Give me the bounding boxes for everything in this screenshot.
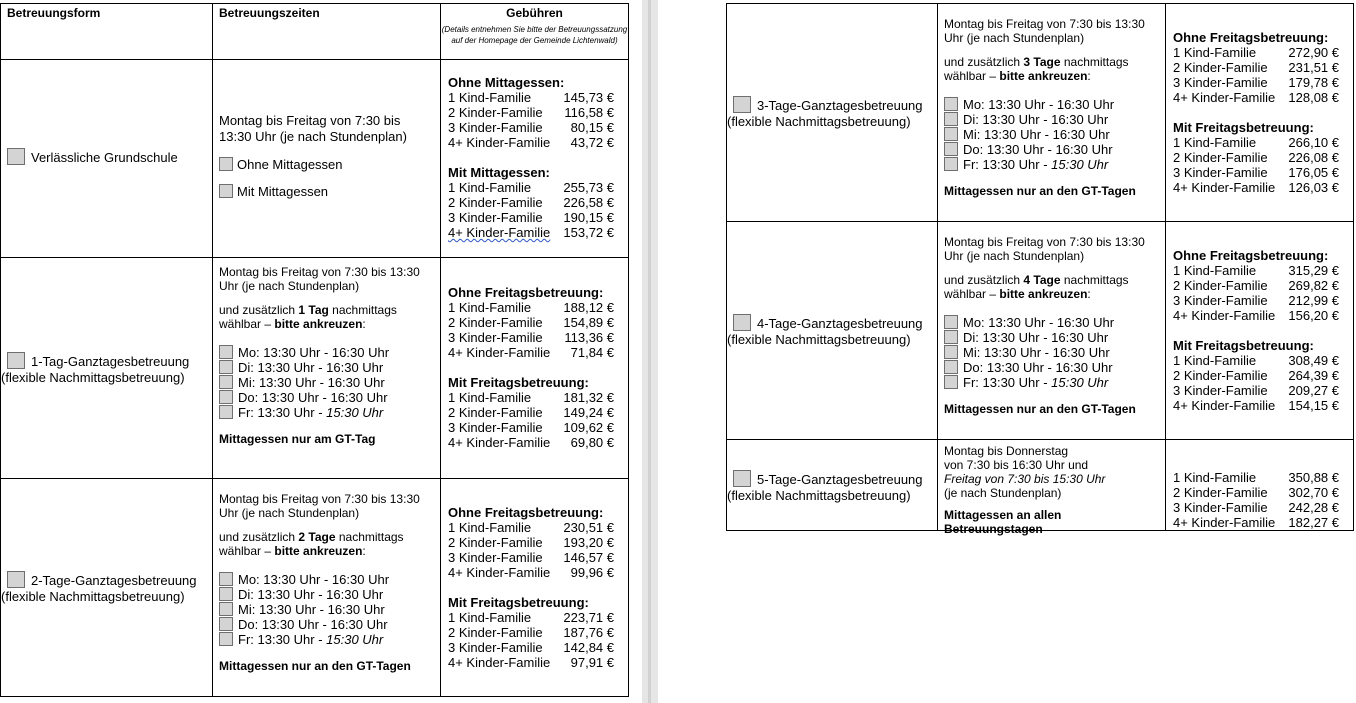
- day-option-mo[interactable]: Mo: 13:30 Uhr - 16:30 Uhr: [219, 345, 438, 360]
- fee-row: 3 Kinder-Familie 80,15 €: [448, 120, 614, 135]
- fees-1-tag: Ohne Freitagsbetreuung: 1 Kind-Familie 188,12 € 2 Kinder-Familie 154,89 € 3 Kinder-Familie 113,36 € 4+ Kinder-Familie 71,84 € Mit Freitagsbetreuung: 1 Kind-Familie 181,32 € 2 Kinder-Familie 149,24 € 3 Kinder-Familie 109,62 € 4+ Kinder-Familie 69,80 €: [448, 285, 614, 450]
- fee-row: 3 Kinder-Familie 179,78 €: [1173, 75, 1339, 90]
- fee-row: 1 Kind-Familie 223,71 €: [448, 610, 614, 625]
- day-option-di[interactable]: Di: 13:30 Uhr - 16:30 Uhr: [219, 360, 438, 375]
- option-3-tage-ganztagesbetreuung[interactable]: 3-Tage-Ganztagesbetreuung (flexible Nachmittagsbetreuung): [727, 98, 923, 129]
- day-option-mi[interactable]: Mi: 13:30 Uhr - 16:30 Uhr: [944, 345, 1163, 360]
- header-gebuehren-note: (Details entnehmen Sie bitte der Betreuungssatzung auf der Homepage der Gemeinde Lichtenwald): [441, 25, 628, 45]
- day-option-di[interactable]: Di: 13:30 Uhr - 16:30 Uhr: [944, 330, 1163, 345]
- checkbox-icon[interactable]: [219, 360, 233, 374]
- table-row-verlaessliche-grundschule: [1, 60, 629, 258]
- fee-row: 3 Kinder-Familie 142,84 €: [448, 640, 614, 655]
- option-mit-mittagessen[interactable]: Mit Mittagessen: [219, 184, 438, 199]
- fee-row: 1 Kind-Familie 350,88 €: [1173, 470, 1339, 485]
- checkbox-icon[interactable]: [944, 345, 958, 359]
- checkbox-icon[interactable]: [219, 602, 233, 616]
- checkbox-icon[interactable]: [219, 390, 233, 404]
- times-verlaessliche-grundschule: Montag bis Freitag von 7:30 bis 13:30 Uhr (je nach Stundenplan) Ohne Mittagessen Mit Mittagessen: [219, 113, 438, 199]
- fees-5-tage: [1173, 470, 1339, 530]
- fee-row: 1 Kind-Familie 272,90 €: [1173, 45, 1339, 60]
- times-2-tage: Montag bis Freitag von 7:30 bis 13:30 Uhr (je nach Stundenplan) und zusätzlich 2 Tage nachmittags wählbar – bitte ankreuzen: Mo: 13:30 Uhr - 16:30 Uhr Di: 13:30 Uhr - 16:30 Uhr Mi: 13:30 Uhr - 16:30 Uhr Do: 13:30 Uhr - 16:30 Uhr Fr: 13:30 Uhr - 15:30 Uhr Mittagessen nur an den GT-Tagen: [219, 492, 438, 673]
- day-option-mi[interactable]: Mi: 13:30 Uhr - 16:30 Uhr: [944, 127, 1163, 142]
- table-row-2-tage: [1, 479, 629, 697]
- checkbox-icon[interactable]: [944, 375, 958, 389]
- table-header-row: [1, 4, 629, 60]
- fee-row: 1 Kind-Familie 315,29 €: [1173, 263, 1339, 278]
- fee-row: 1 Kind-Familie 181,32 €: [448, 390, 614, 405]
- fee-row: 4+ Kinder-Familie 43,72 €: [448, 135, 614, 150]
- fee-table-right: [726, 3, 1354, 536]
- day-option-mo[interactable]: Mo: 13:30 Uhr - 16:30 Uhr: [219, 572, 438, 587]
- day-option-do[interactable]: Do: 13:30 Uhr - 16:30 Uhr: [219, 617, 438, 632]
- fee-row: 2 Kinder-Familie 193,20 €: [448, 535, 614, 550]
- fees-2-tage: Ohne Freitagsbetreuung: 1 Kind-Familie 230,51 € 2 Kinder-Familie 193,20 € 3 Kinder-Familie 146,57 € 4+ Kinder-Familie 99,96 € Mit Freitagsbetreuung: 1 Kind-Familie 223,71 € 2 Kinder-Familie 187,76 € 3 Kinder-Familie 142,84 € 4+ Kinder-Familie 97,91 €: [448, 505, 614, 670]
- checkbox-icon[interactable]: [944, 330, 958, 344]
- checkbox-icon[interactable]: [219, 157, 233, 171]
- fee-row: 1 Kind-Familie 188,12 €: [448, 300, 614, 315]
- table-row-4-tage: [727, 222, 1354, 440]
- checkbox-icon[interactable]: [219, 184, 233, 198]
- times-3-tage: Montag bis Freitag von 7:30 bis 13:30 Uhr (je nach Stundenplan) und zusätzlich 3 Tage nachmittags wählbar – bitte ankreuzen: Mo: 13:30 Uhr - 16:30 Uhr Di: 13:30 Uhr - 16:30 Uhr Mi: 13:30 Uhr - 16:30 Uhr Do: 13:30 Uhr - 16:30 Uhr Fr: 13:30 Uhr - 15:30 Uhr Mittagessen nur an den GT-Tagen: [944, 17, 1163, 198]
- checkbox-icon[interactable]: [944, 315, 958, 329]
- fee-row: 3 Kinder-Familie 209,27 €: [1173, 383, 1339, 398]
- day-option-di[interactable]: Di: 13:30 Uhr - 16:30 Uhr: [219, 587, 438, 602]
- day-option-fr[interactable]: Fr: 13:30 Uhr - 15:30 Uhr: [219, 632, 438, 647]
- option-2-tage-ganztagesbetreuung[interactable]: 2-Tage-Ganztagesbetreuung (flexible Nachmittagsbetreuung): [1, 573, 197, 604]
- checkbox-icon[interactable]: [219, 405, 233, 419]
- fee-row: 2 Kinder-Familie 154,89 €: [448, 315, 614, 330]
- times-5-tage: Montag bis Donnerstag von 7:30 bis 16:30 Uhr und Freitag von 7:30 bis 15:30 Uhr (je nach Stundenplan) Mittagessen an allen Betreuungstagen: [944, 444, 1106, 536]
- checkbox-icon[interactable]: [7, 352, 25, 369]
- day-option-fr[interactable]: Fr: 13:30 Uhr - 15:30 Uhr: [944, 375, 1163, 390]
- fee-row: 3 Kinder-Familie 242,28 €: [1173, 500, 1339, 515]
- checkbox-icon[interactable]: [7, 571, 25, 588]
- fee-row: 4+ Kinder-Familie 69,80 €: [448, 435, 614, 450]
- option-1-tag-ganztagesbetreuung[interactable]: 1-Tag-Ganztagesbetreuung (flexible Nachmittagsbetreuung): [1, 354, 190, 385]
- fee-row: 2 Kinder-Familie 116,58 €: [448, 105, 614, 120]
- fee-row: 4+ Kinder-Familie 71,84 €: [448, 345, 614, 360]
- day-option-fr[interactable]: Fr: 13:30 Uhr - 15:30 Uhr: [219, 405, 438, 420]
- checkbox-icon[interactable]: [219, 587, 233, 601]
- header-gebuehren: Gebühren (Details entnehmen Sie bitte der Betreuungssatzung auf der Homepage der Gemeinde Lichtenwald): [441, 4, 629, 60]
- checkbox-icon[interactable]: [733, 470, 751, 487]
- fee-row: 2 Kinder-Familie 187,76 €: [448, 625, 614, 640]
- fee-row: 3 Kinder-Familie 176,05 €: [1173, 165, 1339, 180]
- checkbox-icon[interactable]: [219, 632, 233, 646]
- fees-3-tage: Ohne Freitagsbetreuung: 1 Kind-Familie 272,90 € 2 Kinder-Familie 231,51 € 3 Kinder-Familie 179,78 € 4+ Kinder-Familie 128,08 € Mit Freitagsbetreuung: 1 Kind-Familie 266,10 € 2 Kinder-Familie 226,08 € 3 Kinder-Familie 176,05 € 4+ Kinder-Familie 126,03 €: [1173, 30, 1339, 195]
- checkbox-icon[interactable]: [944, 97, 958, 111]
- fee-row: 2 Kinder-Familie 226,08 €: [1173, 150, 1339, 165]
- fee-row: 3 Kinder-Familie 113,36 €: [448, 330, 614, 345]
- fee-row: 2 Kinder-Familie 231,51 €: [1173, 60, 1339, 75]
- header-betreuungszeiten: Betreuungszeiten: [213, 4, 441, 60]
- day-option-do[interactable]: Do: 13:30 Uhr - 16:30 Uhr: [219, 390, 438, 405]
- fee-row: 3 Kinder-Familie 146,57 €: [448, 550, 614, 565]
- fee-row: 1 Kind-Familie 266,10 €: [1173, 135, 1339, 150]
- day-option-do[interactable]: Do: 13:30 Uhr - 16:30 Uhr: [944, 142, 1163, 157]
- fee-row: 3 Kinder-Familie 212,99 €: [1173, 293, 1339, 308]
- fee-table-left: [0, 3, 629, 697]
- option-ohne-mittagessen[interactable]: Ohne Mittagessen: [219, 157, 438, 172]
- checkbox-icon[interactable]: [944, 142, 958, 156]
- option-5-tage-ganztagesbetreuung[interactable]: 5-Tage-Ganztagesbetreuung (flexible Nachmittagsbetreuung): [727, 472, 923, 503]
- times-1-tag: Montag bis Freitag von 7:30 bis 13:30 Uhr (je nach Stundenplan) und zusätzlich 1 Tag nachmittags wählbar – bitte ankreuzen: Mo: 13:30 Uhr - 16:30 Uhr Di: 13:30 Uhr - 16:30 Uhr Mi: 13:30 Uhr - 16:30 Uhr Do: 13:30 Uhr - 16:30 Uhr Fr: 13:30 Uhr - 15:30 Uhr Mittagessen nur am GT-Tag: [219, 265, 438, 446]
- fee-row: 2 Kinder-Familie 269,82 €: [1173, 278, 1339, 293]
- day-option-di[interactable]: Di: 13:30 Uhr - 16:30 Uhr: [944, 112, 1163, 127]
- table-row-5-tage: [727, 440, 1354, 531]
- checkbox-icon[interactable]: [219, 345, 233, 359]
- fee-row: 4+ Kinder-Familie 182,27 €: [1173, 515, 1339, 530]
- day-option-mi[interactable]: Mi: 13:30 Uhr - 16:30 Uhr: [219, 602, 438, 617]
- checkbox-icon[interactable]: [219, 375, 233, 389]
- fee-row: 1 Kind-Familie 145,73 €: [448, 90, 614, 105]
- table-row-1-tag: [1, 258, 629, 479]
- document-page-right: [658, 0, 1356, 703]
- checkbox-icon[interactable]: [944, 112, 958, 126]
- fee-row: 1 Kind-Familie 255,73 €: [448, 180, 614, 195]
- fee-row: 4+ Kinder-Familie 128,08 €: [1173, 90, 1339, 105]
- checkbox-icon[interactable]: [944, 127, 958, 141]
- option-verlaessliche-grundschule[interactable]: Verlässliche Grundschule: [7, 148, 178, 166]
- checkbox-icon[interactable]: [733, 314, 751, 331]
- checkbox-icon[interactable]: [7, 148, 25, 165]
- fee-row: 2 Kinder-Familie 302,70 €: [1173, 485, 1339, 500]
- fee-row: 4+ Kinder-Familie 126,03 €: [1173, 180, 1339, 195]
- times-4-tage: Montag bis Freitag von 7:30 bis 13:30 Uhr (je nach Stundenplan) und zusätzlich 4 Tage nachmittags wählbar – bitte ankreuzen: Mo: 13:30 Uhr - 16:30 Uhr Di: 13:30 Uhr - 16:30 Uhr Mi: 13:30 Uhr - 16:30 Uhr Do: 13:30 Uhr - 16:30 Uhr Fr: 13:30 Uhr - 15:30 Uhr Mittagessen nur an den GT-Tagen: [944, 235, 1163, 416]
- fees-4-tage: Ohne Freitagsbetreuung: 1 Kind-Familie 315,29 € 2 Kinder-Familie 269,82 € 3 Kinder-Familie 212,99 € 4+ Kinder-Familie 156,20 € Mit Freitagsbetreuung: 1 Kind-Familie 308,49 € 2 Kinder-Familie 264,39 € 3 Kinder-Familie 209,27 € 4+ Kinder-Familie 154,15 €: [1173, 248, 1339, 413]
- table-row-3-tage: [727, 4, 1354, 222]
- fee-row: 4+ Kinder-Familie 97,91 €: [448, 655, 614, 670]
- fee-row: 3 Kinder-Familie 190,15 €: [448, 210, 614, 225]
- page-gutter: [642, 0, 658, 703]
- fee-row: 3 Kinder-Familie 109,62 €: [448, 420, 614, 435]
- option-4-tage-ganztagesbetreuung[interactable]: 4-Tage-Ganztagesbetreuung (flexible Nachmittagsbetreuung): [727, 316, 923, 347]
- fee-row: 1 Kind-Familie 308,49 €: [1173, 353, 1339, 368]
- day-option-mi[interactable]: Mi: 13:30 Uhr - 16:30 Uhr: [219, 375, 438, 390]
- fee-row: 2 Kinder-Familie 226,58 €: [448, 195, 614, 210]
- checkbox-icon[interactable]: [733, 96, 751, 113]
- fee-row: 4+ Kinder-Familie 156,20 €: [1173, 308, 1339, 323]
- fee-row: 4+ Kinder-Familie 154,15 €: [1173, 398, 1339, 413]
- fees-verlaessliche-grundschule: Ohne Mittagessen: 1 Kind-Familie 145,73 € 2 Kinder-Familie 116,58 € 3 Kinder-Familie 80,15 € 4+ Kinder-Familie 43,72 € Mit Mittagessen: 1 Kind-Familie 255,73 € 2 Kinder-Familie 226,58 € 3 Kinder-Familie 190,15 € 4+ Kinder-Familie 153,72 €: [448, 75, 614, 240]
- day-option-do[interactable]: Do: 13:30 Uhr - 16:30 Uhr: [944, 360, 1163, 375]
- checkbox-icon[interactable]: [944, 157, 958, 171]
- checkbox-icon[interactable]: [219, 572, 233, 586]
- fee-row: 2 Kinder-Familie 264,39 €: [1173, 368, 1339, 383]
- fee-row: 2 Kinder-Familie 149,24 €: [448, 405, 614, 420]
- day-option-mo[interactable]: Mo: 13:30 Uhr - 16:30 Uhr: [944, 97, 1163, 112]
- header-betreuungsform: Betreuungsform: [1, 4, 213, 60]
- fee-row: 1 Kind-Familie 230,51 €: [448, 520, 614, 535]
- fee-row: 4+ Kinder-Familie 153,72 €: [448, 225, 614, 240]
- day-option-mo[interactable]: Mo: 13:30 Uhr - 16:30 Uhr: [944, 315, 1163, 330]
- document-page-left: [0, 0, 642, 703]
- day-option-fr[interactable]: Fr: 13:30 Uhr - 15:30 Uhr: [944, 157, 1163, 172]
- checkbox-icon[interactable]: [219, 617, 233, 631]
- checkbox-icon[interactable]: [944, 360, 958, 374]
- fee-row: 4+ Kinder-Familie 99,96 €: [448, 565, 614, 580]
